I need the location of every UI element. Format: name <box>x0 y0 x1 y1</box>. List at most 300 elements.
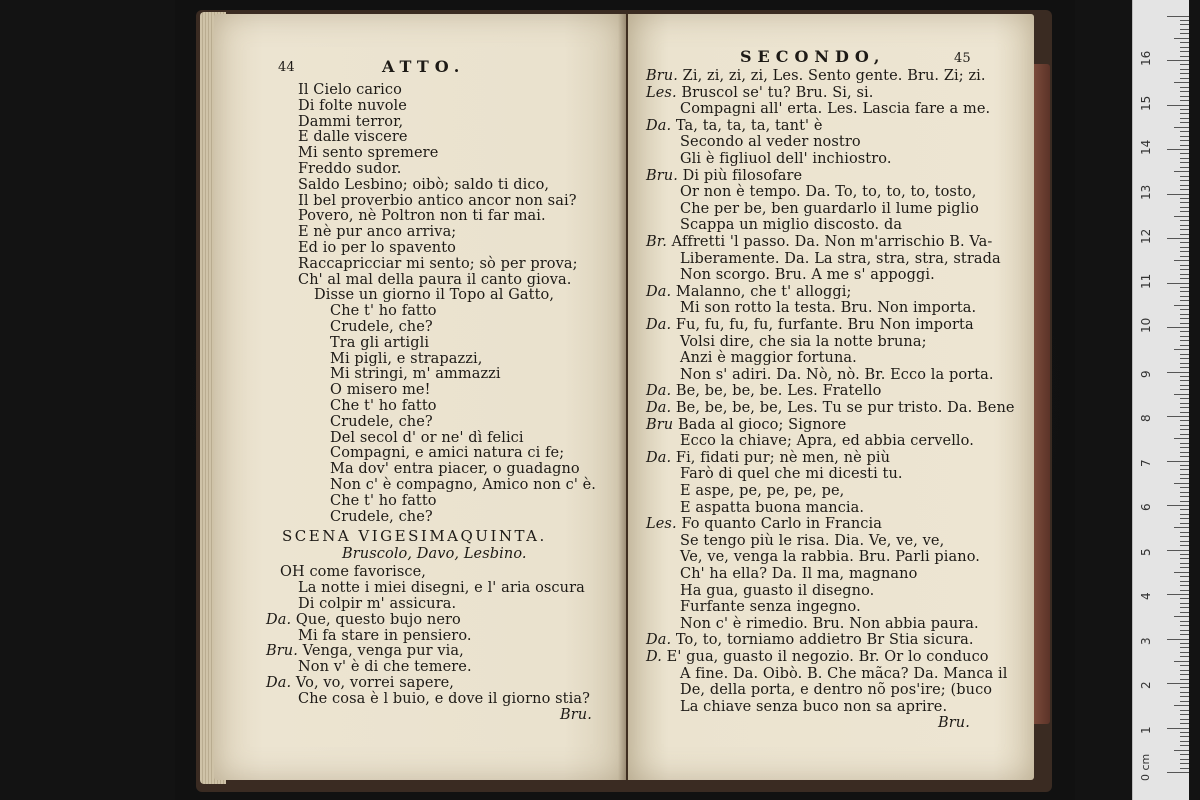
ruler-tick <box>1180 443 1189 444</box>
verse-text: Di più filosofare <box>682 167 803 184</box>
verse-text: Non s' adiri. Da. Nò, nò. Br. Ecco la porta. <box>680 366 994 383</box>
ruler-tick <box>1167 283 1189 284</box>
ruler-tick <box>1180 723 1189 724</box>
ruler-number: 9 <box>1139 369 1153 378</box>
right-dialogue-line <box>646 516 882 532</box>
ruler-tick <box>1167 194 1189 195</box>
ruler-tick <box>1180 140 1189 141</box>
ruler-tick <box>1180 452 1189 453</box>
ruler-tick <box>1180 118 1189 119</box>
verse-text: Ch' ha ella? Da. Il ma, magnano <box>680 566 918 582</box>
ruler-tick <box>1180 247 1189 248</box>
ruler-tick <box>1180 403 1189 404</box>
ruler-tick <box>1180 420 1189 421</box>
right-dialogue-line <box>646 417 846 433</box>
verse-text: Tra gli artigli <box>330 334 430 351</box>
ruler-tick <box>1167 60 1189 61</box>
ruler-tick <box>1180 532 1189 533</box>
ruler-tick <box>1180 189 1189 190</box>
left-verse-line <box>298 240 456 256</box>
verse-text: Or non è tempo. Da. To, to, to, to, tosto, <box>680 184 977 201</box>
ruler-tick <box>1180 100 1189 101</box>
right-dialogue-line <box>646 450 890 466</box>
right-dialogue-line <box>680 682 992 698</box>
scene-title: SCENA VIGESIMAQUINTA. <box>282 527 547 546</box>
ruler-tick <box>1180 91 1189 92</box>
verse-text: Di colpir m' assicura. <box>298 596 457 612</box>
ruler-number: 14 <box>1139 139 1153 155</box>
ruler-tick <box>1180 501 1189 502</box>
verse-text: Dammi terror, <box>298 113 404 130</box>
verse-text: Il Cielo carico <box>298 82 402 98</box>
ruler-tick <box>1180 736 1189 737</box>
verse-text: Fu, fu, fu, fu, furfante. Bru Non importa <box>675 317 974 333</box>
ruler-tick <box>1180 674 1189 675</box>
left-verse-line <box>330 461 580 477</box>
right-dialogue-line <box>680 151 892 167</box>
verse-text: Fo quanto Carlo in Francia <box>681 516 882 533</box>
speaker-label: D. <box>646 649 662 665</box>
left-dialogue-line <box>298 596 456 612</box>
ruler-tick <box>1180 202 1189 203</box>
ruler-tick <box>1180 207 1189 208</box>
ruler-tick <box>1180 256 1189 257</box>
speaker-label: Br. <box>646 234 667 250</box>
left-verse-line <box>298 224 456 240</box>
ruler-tick <box>1174 483 1189 484</box>
left-verse-line <box>330 366 501 382</box>
right-dialogue-line <box>680 566 917 582</box>
right-dialogue-line <box>646 383 881 399</box>
verse-text: Furfante senza ingegno. <box>680 599 861 616</box>
right-dialogue-line <box>680 217 902 233</box>
verse-text: Affretti 'l passo. Da. Non m'arrischio B. Va- <box>671 234 993 250</box>
ruler-tick <box>1180 492 1189 493</box>
verse-text: E nè pur anco arriva; <box>298 224 457 241</box>
verse-text: Zi, zi, zi, zi, Les. Sento gente. Bru. Zi; zi. <box>682 68 986 84</box>
verse-text: Non v' è di che temere. <box>298 659 472 676</box>
ruler-tick <box>1167 772 1189 773</box>
verse-text: Non c' è rimedio. Bru. Non abbia paura. <box>680 615 979 632</box>
verse-text: Be, be, be, be, Les. Tu se pur tristo. Da. Bene <box>675 400 1015 416</box>
ruler-tick <box>1174 705 1189 706</box>
ruler-tick <box>1180 145 1189 146</box>
verse-text: Ve, ve, venga la rabbia. Bru. Parli piano. <box>680 549 981 566</box>
ruler-tick <box>1180 122 1189 123</box>
left-verse-line <box>330 493 437 509</box>
left-verse-line <box>330 303 437 319</box>
left-dialogue-line <box>280 564 426 580</box>
ruler-tick <box>1180 229 1189 230</box>
left-verse-line <box>330 319 433 335</box>
ruler-tick <box>1180 696 1189 697</box>
left-verse-line <box>330 430 524 446</box>
verse-text: Scappa un miglio discosto. da <box>680 217 903 234</box>
ruler-tick <box>1180 47 1189 48</box>
right-dialogue-line <box>680 616 979 632</box>
verse-text: Venga, venga pur via, <box>302 643 464 660</box>
ruler-tick <box>1180 211 1189 212</box>
verse-text: Ma dov' entra piacer, o guadagno <box>330 461 580 478</box>
verse-text: Fi, fidati pur; nè men, nè più <box>675 449 891 466</box>
verse-text: Che cosa è l buio, e dove il giorno stia? <box>298 690 590 707</box>
verse-text: Bada al gioco; Signore <box>677 416 847 433</box>
ruler-number: 1 <box>1139 725 1153 734</box>
ruler-tick <box>1180 621 1189 622</box>
ruler-tick <box>1180 42 1189 43</box>
ruler-tick <box>1180 73 1189 74</box>
right-dialogue-line <box>680 666 1008 682</box>
ruler-tick <box>1180 318 1189 319</box>
ruler-tick <box>1180 745 1189 746</box>
scale-ruler <box>1132 0 1189 800</box>
ruler-tick <box>1174 527 1189 528</box>
ruler-tick <box>1180 509 1189 510</box>
verse-text: Che t' ho fatto <box>330 398 437 414</box>
right-dialogue-line <box>680 267 935 283</box>
ruler-tick <box>1180 64 1189 65</box>
speaker-label: Da. <box>646 632 672 649</box>
verse-text: Se tengo più le risa. Dia. Ve, ve, ve, <box>680 532 945 549</box>
right-dialogue-line <box>680 334 927 350</box>
ruler-tick <box>1180 33 1189 34</box>
ruler-tick <box>1180 113 1189 114</box>
verse-text: Compagni, e amici natura ci fe; <box>330 445 565 462</box>
verse-text: Raccapricciar mi sento; sò per prova; <box>298 255 578 272</box>
ruler-tick <box>1180 701 1189 702</box>
ruler-tick <box>1180 647 1189 648</box>
ruler-tick <box>1180 153 1189 154</box>
speaker-label: Da. <box>646 283 672 300</box>
ruler-tick <box>1180 363 1189 364</box>
ruler-tick <box>1180 732 1189 733</box>
ruler-tick <box>1180 180 1189 181</box>
right-dialogue-line <box>680 251 1001 267</box>
ruler-tick <box>1180 763 1189 764</box>
left-verse-line <box>298 161 402 177</box>
ruler-tick <box>1180 336 1189 337</box>
left-verse-line <box>298 208 546 224</box>
ruler-tick <box>1180 563 1189 564</box>
ruler-tick <box>1180 162 1189 163</box>
ruler-tick <box>1180 607 1189 608</box>
left-dialogue-line <box>266 675 454 691</box>
ruler-unit-label: 0 cm <box>1139 753 1152 781</box>
verse-text: La chiave senza buco non sa aprire. <box>680 698 948 715</box>
ruler-tick <box>1180 679 1189 680</box>
verse-text: Compagni all' erta. Les. Lascia fare a me. <box>680 101 991 118</box>
right-dialogue-line <box>680 184 976 200</box>
ruler-tick <box>1167 683 1189 684</box>
verse-text: E aspatta buona mancia. <box>680 499 865 516</box>
speaker-label: Da. <box>646 400 672 416</box>
ruler-tick <box>1180 87 1189 88</box>
ruler-tick <box>1180 536 1189 537</box>
left-verse-line <box>330 509 433 525</box>
verse-text: Ha gua, guasto il disegno. <box>680 582 875 599</box>
ruler-tick <box>1180 269 1189 270</box>
right-dialogue-line <box>646 317 974 333</box>
verse-text: Secondo al veder nostro <box>680 134 861 151</box>
ruler-tick <box>1180 309 1189 310</box>
speaker-label: Da. <box>646 317 672 333</box>
ruler-tick <box>1180 56 1189 57</box>
ruler-tick <box>1180 590 1189 591</box>
right-page <box>628 14 1034 780</box>
ruler-tick <box>1180 69 1189 70</box>
left-verse-line <box>298 256 578 272</box>
verse-text: Crudele, che? <box>330 413 433 430</box>
ruler-tick <box>1180 670 1189 671</box>
ruler-tick <box>1180 234 1189 235</box>
ruler-tick <box>1180 554 1189 555</box>
left-verse-line <box>330 351 482 367</box>
ruler-tick <box>1167 639 1189 640</box>
ruler-number: 5 <box>1139 547 1153 556</box>
left-verse-line <box>298 177 549 193</box>
ruler-tick <box>1180 407 1189 408</box>
ruler-tick <box>1167 461 1189 462</box>
ruler-tick <box>1180 345 1189 346</box>
scene-cast: Bruscolo, Davo, Lesbino. <box>342 546 527 563</box>
ruler-tick <box>1180 398 1189 399</box>
verse-text: A fine. Da. Oibò. B. Che mãca? Da. Manca il <box>680 665 1008 682</box>
open-book <box>196 4 1054 794</box>
verse-text: Di folte nuvole <box>298 97 407 114</box>
left-verse-line <box>298 272 571 288</box>
ruler-number: 7 <box>1139 458 1153 467</box>
verse-text: Il bel proverbio antico ancor non sai? <box>298 192 577 209</box>
ruler-tick <box>1180 20 1189 21</box>
ruler-tick <box>1180 474 1189 475</box>
ruler-tick <box>1167 327 1189 328</box>
left-page-number: 44 <box>278 60 295 75</box>
ruler-tick <box>1180 385 1189 386</box>
verse-text: Non c' è compagno, Amico non c' è. <box>330 477 597 493</box>
left-page <box>214 14 626 780</box>
verse-text: Mi stringi, m' ammazzi <box>330 366 501 383</box>
ruler-tick <box>1180 523 1189 524</box>
right-dialogue-line <box>680 300 976 316</box>
ruler-tick <box>1180 768 1189 769</box>
left-verse-line <box>298 193 577 209</box>
right-dialogue-line <box>680 134 861 150</box>
ruler-tick <box>1180 518 1189 519</box>
left-dialogue-line <box>266 612 461 628</box>
ruler-tick <box>1180 242 1189 243</box>
speaker-label: Bru <box>646 416 674 433</box>
speaker-label: Bru. <box>646 167 678 184</box>
verse-text: O misero me! <box>330 382 431 399</box>
ruler-number: 10 <box>1139 317 1153 333</box>
verse-text: Disse un giorno il Topo al Gatto, <box>314 287 555 304</box>
verse-text: Farò di quel che mi dicesti tu. <box>680 466 903 483</box>
ruler-number: 13 <box>1139 184 1153 200</box>
ruler-tick <box>1180 220 1189 221</box>
verse-text: Malanno, che t' alloggi; <box>675 283 852 300</box>
left-verse-line <box>330 335 429 351</box>
ruler-tick <box>1180 598 1189 599</box>
left-verse-line <box>298 114 403 130</box>
ruler-tick <box>1180 714 1189 715</box>
right-running-head: SECONDO, <box>740 47 886 66</box>
ruler-tick <box>1180 136 1189 137</box>
speaker-label: Da. <box>646 449 672 466</box>
verse-text: Non scorgo. Bru. A me s' appoggi. <box>680 267 935 284</box>
ruler-tick <box>1180 585 1189 586</box>
ruler-tick <box>1180 456 1189 457</box>
verse-text: Mi fa stare in pensiero. <box>298 627 472 644</box>
left-dialogue-line <box>298 691 590 707</box>
right-dialogue-line <box>646 649 989 665</box>
ruler-tick <box>1180 176 1189 177</box>
ruler-tick <box>1167 505 1189 506</box>
verse-text: Anzi è maggior fortuna. <box>680 350 857 367</box>
left-verse-line <box>314 287 554 303</box>
verse-text: Be, be, be, be. Les. Fratello <box>675 383 882 400</box>
ruler-tick <box>1180 323 1189 324</box>
speaker-label: Da. <box>646 383 672 400</box>
ruler-tick <box>1180 710 1189 711</box>
ruler-number: 8 <box>1139 414 1153 422</box>
verse-text: E aspe, pe, pe, pe, pe, <box>680 483 845 499</box>
ruler-tick <box>1174 349 1189 350</box>
ruler-tick <box>1180 692 1189 693</box>
ruler-tick <box>1180 291 1189 292</box>
ruler-number: 16 <box>1139 50 1153 66</box>
ruler-tick <box>1180 131 1189 132</box>
speaker-label: Da. <box>266 611 292 628</box>
ruler-tick <box>1180 158 1189 159</box>
ruler-number: 6 <box>1139 503 1153 511</box>
ruler-number: 12 <box>1139 228 1153 244</box>
verse-text: Freddo sudor. <box>298 161 402 177</box>
speaker-label: Bru. <box>646 68 678 84</box>
ruler-tick <box>1180 425 1189 426</box>
right-dialogue-line <box>646 632 974 648</box>
ruler-tick <box>1180 719 1189 720</box>
verse-text: Ch' al mal della paura il canto giova. <box>298 271 572 288</box>
verse-text: Che per be, ben guardarlo il lume piglio <box>680 200 979 217</box>
ruler-tick <box>1180 576 1189 577</box>
ruler-tick <box>1180 581 1189 582</box>
ruler-tick <box>1167 594 1189 595</box>
ruler-tick <box>1180 741 1189 742</box>
verse-text: Crudele, che? <box>330 508 433 525</box>
ruler-tick <box>1180 447 1189 448</box>
ruler-tick <box>1180 541 1189 542</box>
ruler-tick <box>1180 354 1189 355</box>
right-dialogue-line <box>680 201 979 217</box>
ruler-tick <box>1180 340 1189 341</box>
right-dialogue-line <box>646 168 802 184</box>
verse-text: Che t' ho fatto <box>330 303 437 320</box>
verse-text: Liberamente. Da. La stra, stra, stra, strada <box>680 250 1001 267</box>
speaker-label: Les. <box>646 84 677 101</box>
right-dialogue-line <box>680 699 947 715</box>
right-dialogue-line <box>646 234 992 250</box>
ruler-tick <box>1180 358 1189 359</box>
ruler-tick <box>1174 394 1189 395</box>
ruler-tick <box>1180 469 1189 470</box>
ruler-tick <box>1180 412 1189 413</box>
verse-text: Ta, ta, ta, ta, tant' è <box>675 117 823 134</box>
verse-text: Povero, nè Poltron non ti far mai. <box>298 208 546 225</box>
ruler-tick <box>1180 287 1189 288</box>
ruler-tick <box>1180 434 1189 435</box>
verse-text: Del secol d' or ne' dì felici <box>330 429 524 446</box>
ruler-tick <box>1167 149 1189 150</box>
ruler-tick <box>1180 567 1189 568</box>
ruler-number: 2 <box>1139 681 1153 689</box>
ruler-tick <box>1180 612 1189 613</box>
ruler-tick <box>1180 429 1189 430</box>
right-dialogue-line <box>646 400 1015 416</box>
ruler-tick <box>1180 754 1189 755</box>
ruler-tick <box>1167 416 1189 417</box>
right-dialogue-line <box>680 466 903 482</box>
ruler-tick <box>1180 514 1189 515</box>
right-page-number: 45 <box>954 51 971 66</box>
ruler-tick <box>1167 550 1189 551</box>
right-dialogue-line <box>680 367 994 383</box>
ruler-tick <box>1174 171 1189 172</box>
ruler-tick <box>1167 238 1189 239</box>
ruler-tick <box>1180 643 1189 644</box>
ruler-tick <box>1167 728 1189 729</box>
ruler-tick <box>1180 558 1189 559</box>
ruler-tick <box>1174 82 1189 83</box>
verse-text: Bruscol se' tu? Bru. Si, si. <box>681 84 874 101</box>
verse-text: E dalle viscere <box>298 129 408 146</box>
ruler-tick <box>1174 661 1189 662</box>
verse-text: Ecco la chiave; Apra, ed abbia cervello. <box>680 433 974 450</box>
ruler-tick <box>1180 300 1189 301</box>
ruler-tick <box>1180 487 1189 488</box>
ruler-tick <box>1180 496 1189 497</box>
right-dialogue-line <box>680 433 974 449</box>
ruler-tick <box>1167 372 1189 373</box>
verse-text: Mi pigli, e strapazzi, <box>330 350 483 367</box>
ruler-tick <box>1180 687 1189 688</box>
ruler-tick <box>1174 216 1189 217</box>
left-verse-line <box>330 477 596 493</box>
ruler-number: 3 <box>1139 636 1153 645</box>
ruler-number: 15 <box>1139 95 1153 111</box>
ruler-tick <box>1180 265 1189 266</box>
right-dialogue-line <box>646 68 986 84</box>
ruler-tick <box>1180 625 1189 626</box>
ruler-tick <box>1174 616 1189 617</box>
right-dialogue-line <box>680 533 944 549</box>
verse-text: E' gua, guasto il negozio. Br. Or lo conduco <box>666 649 989 665</box>
ruler-tick <box>1180 51 1189 52</box>
ruler-tick <box>1174 127 1189 128</box>
verse-text: Volsi dire, che sia la notte bruna; <box>680 333 927 350</box>
ruler-tick <box>1174 572 1189 573</box>
right-dialogue-line <box>680 101 990 117</box>
right-dialogue-line <box>680 483 844 499</box>
verse-text: Saldo Lesbino; oibò; saldo ti dico, <box>298 176 550 193</box>
ruler-tick <box>1180 278 1189 279</box>
ruler-tick <box>1174 38 1189 39</box>
ruler-tick <box>1180 367 1189 368</box>
ruler-tick <box>1180 465 1189 466</box>
verse-text: To, to, torniamo addietro Br Stia sicura. <box>675 632 974 649</box>
left-dialogue-line <box>298 580 585 596</box>
left-dialogue-line <box>266 643 464 659</box>
left-verse-line <box>298 129 408 145</box>
